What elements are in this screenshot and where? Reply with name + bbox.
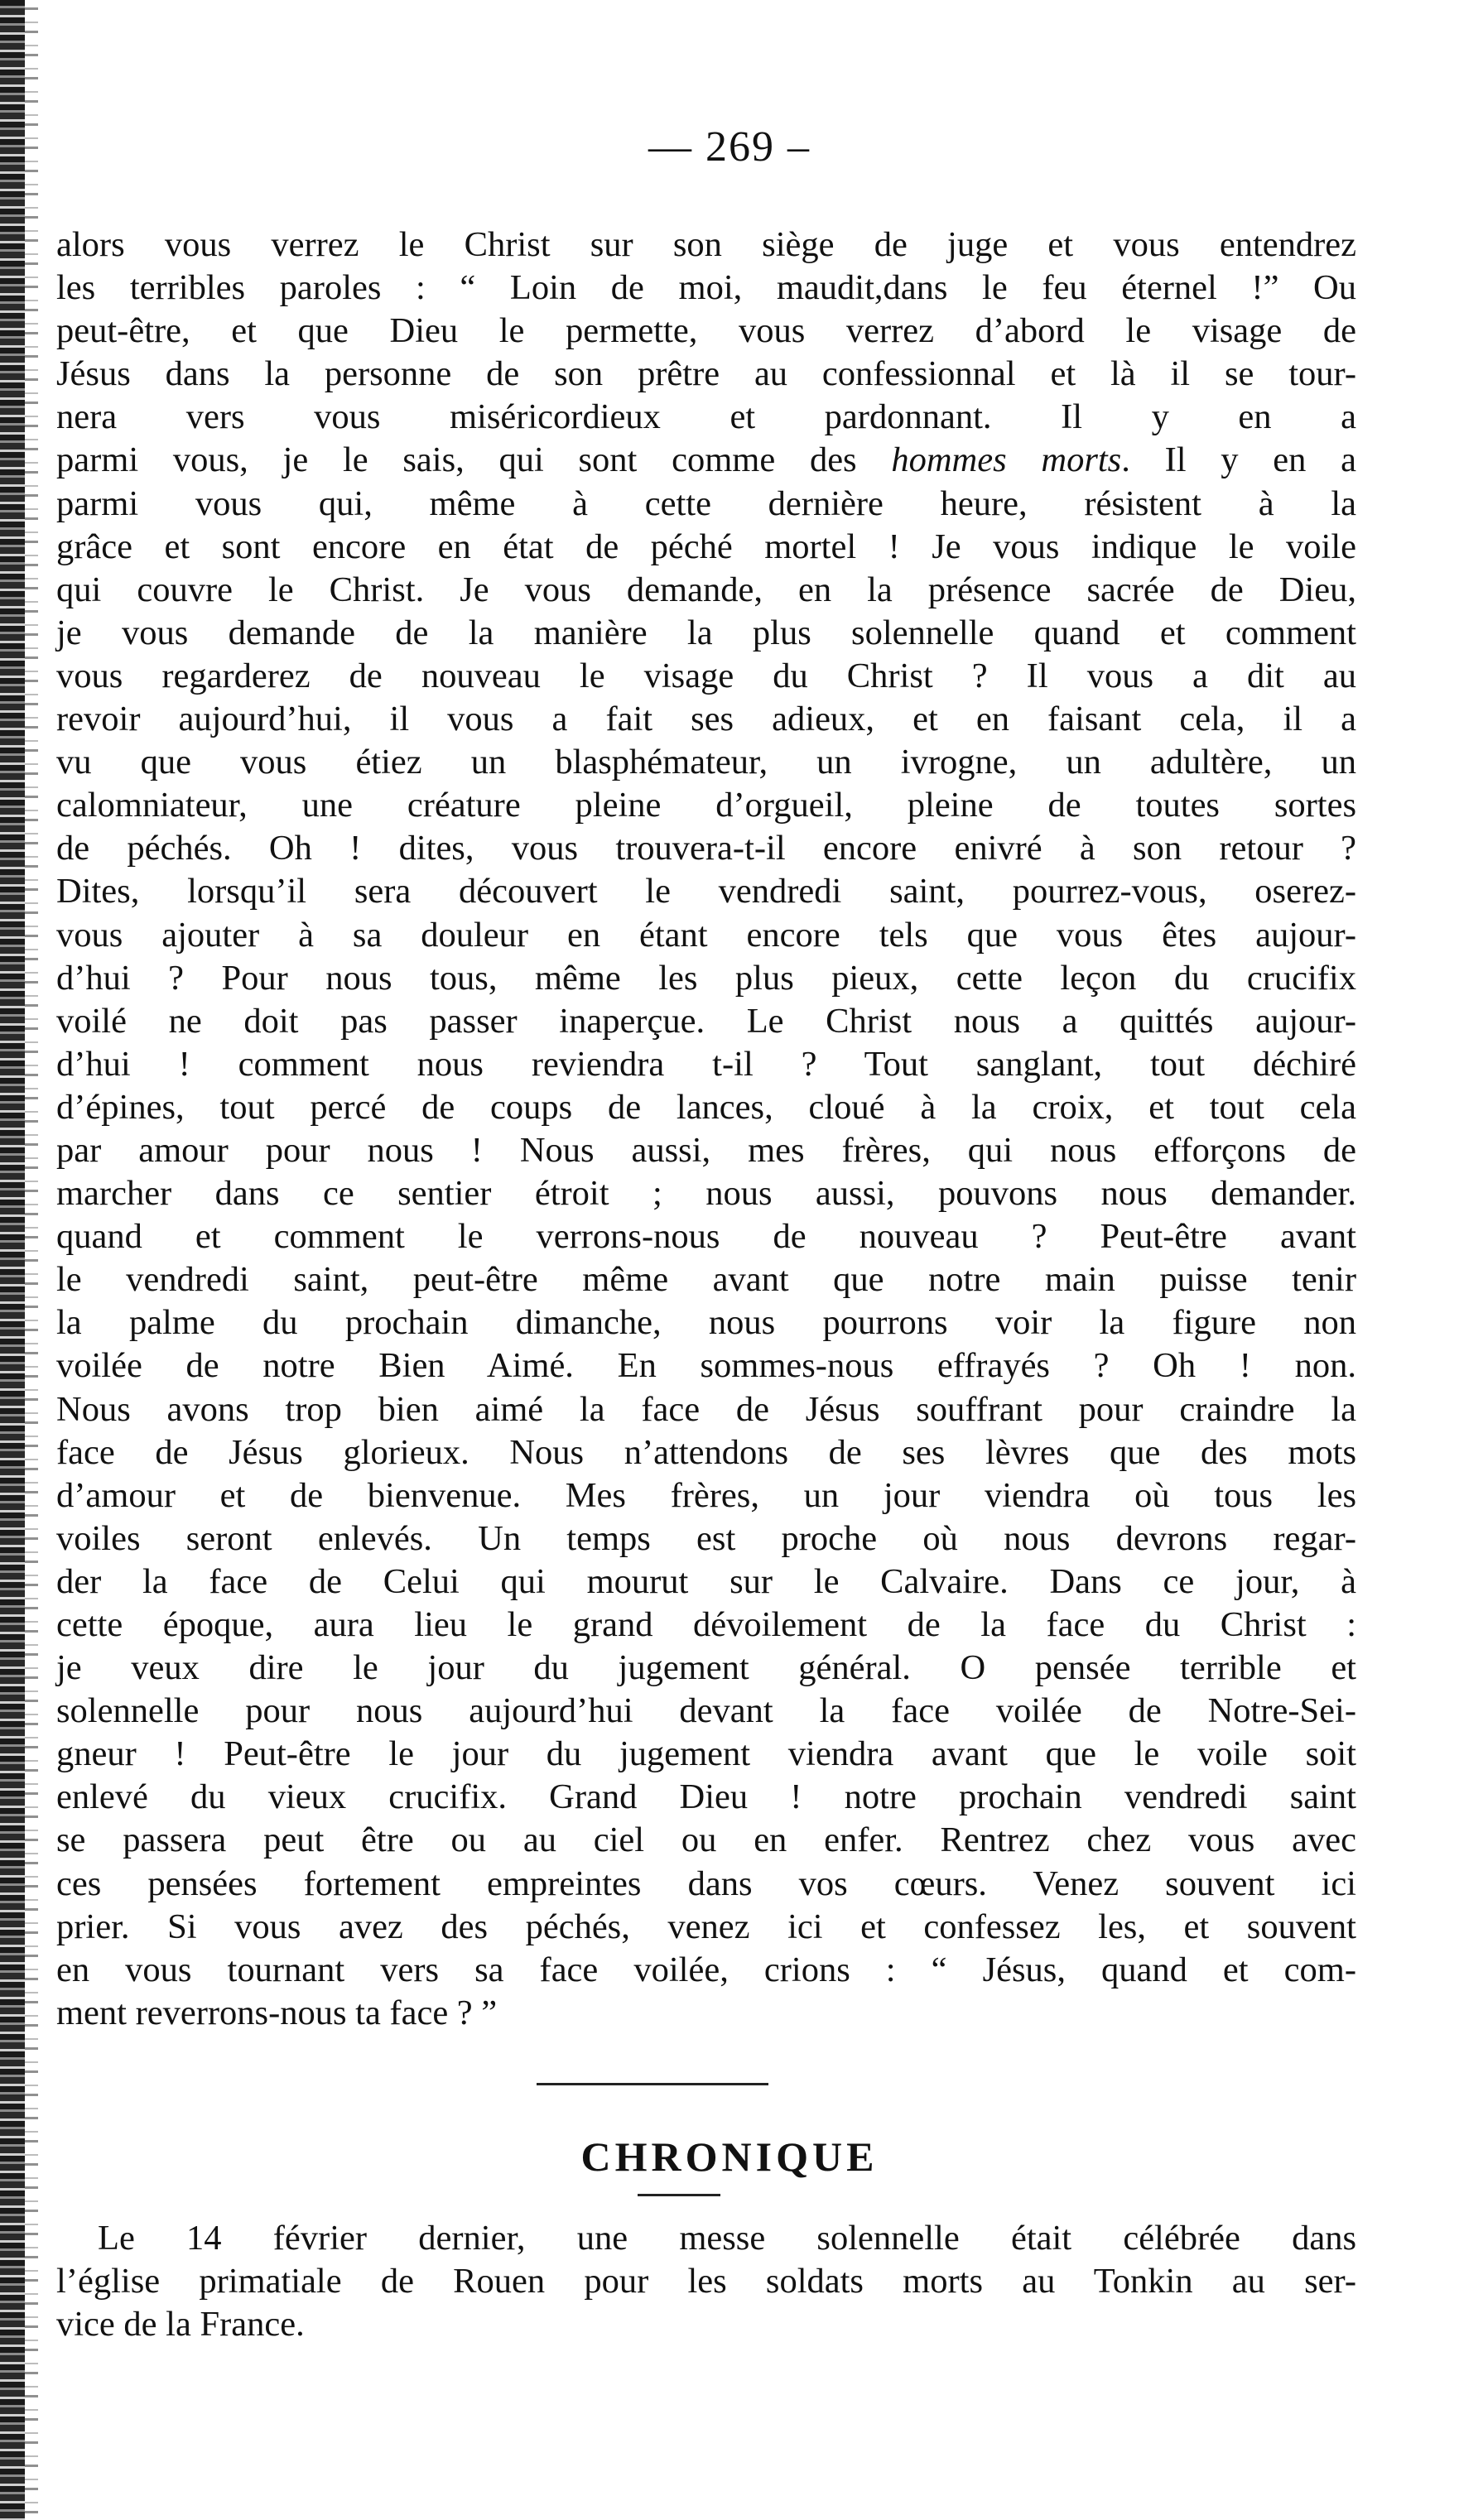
text-line: je vous demande de la manière la plus solennelle quand et comment bbox=[56, 613, 1356, 652]
text-line: Le 14 février dernier, une messe solennelle était célébrée dans bbox=[98, 2219, 1356, 2258]
section-divider bbox=[537, 2083, 768, 2085]
text-line: ment reverrons-nous ta face ? ” bbox=[56, 1993, 498, 2032]
text-line: grâce et sont encore en état de péché mortel ! Je vous indique le voile bbox=[56, 527, 1356, 566]
text-line: cette époque, aura lieu le grand dévoilement de la face du Christ : bbox=[56, 1605, 1356, 1644]
text-line: vu que vous étiez un blasphémateur, un ivrogne, un adultère, un bbox=[56, 743, 1356, 782]
chronique-text bbox=[56, 2217, 1356, 2346]
text-line: enlevé du vieux crucifix. Grand Dieu ! notre prochain vendredi saint bbox=[56, 1777, 1356, 1817]
text-line: parmi vous, je le sais, qui sont comme des hommes morts. Il y en a bbox=[56, 440, 1356, 480]
text-line: d’amour et de bienvenue. Mes frères, un jour viendra où tous les bbox=[56, 1475, 1356, 1515]
text-line: voilé ne doit pas passer inaperçue. Le Christ nous a quittés aujour- bbox=[56, 1001, 1356, 1041]
text-line: ces pensées fortement empreintes dans vos cœurs. Venez souvent ici bbox=[56, 1864, 1356, 1903]
text-line: l’église primatiale de Rouen pour les soldats morts au Tonkin au ser- bbox=[56, 2262, 1356, 2301]
text-line: de péchés. Oh ! dites, vous trouvera-t-il encore enivré à son retour ? bbox=[56, 829, 1356, 868]
text-line: calomniateur, une créature pleine d’orgueil, pleine de toutes sortes bbox=[56, 786, 1356, 825]
text-line: se passera peut être ou au ciel ou en enfer. Rentrez chez vous avec bbox=[56, 1820, 1356, 1860]
text-line: je veux dire le jour du jugement général. O pensée terrible et bbox=[56, 1648, 1356, 1688]
text-line: d’épines, tout percé de coups de lances, cloué à la croix, et tout cela bbox=[56, 1087, 1356, 1127]
text-line: alors vous verrez le Christ sur son siège de juge et vous entendrez bbox=[56, 225, 1356, 264]
text-line: voilée de notre Bien Aimé. En sommes-nous effrayés ? Oh ! non. bbox=[56, 1346, 1356, 1386]
text-line: d’hui ? Pour nous tous, même les plus pieux, cette leçon du crucifix bbox=[56, 958, 1356, 998]
text-line: d’hui ! comment nous reviendra t-il ? Tout sanglant, tout déchiré bbox=[56, 1044, 1356, 1084]
text-line: la palme du prochain dimanche, nous pourrons voir la figure non bbox=[56, 1303, 1356, 1343]
text-line: qui couvre le Christ. Je vous demande, en la présence sacrée de Dieu, bbox=[56, 570, 1356, 609]
text-line: nera vers vous miséricordieux et pardonnant. Il y en a bbox=[56, 397, 1356, 437]
text-line: solennelle pour nous aujourd’hui devant la face voilée de Notre-Sei- bbox=[56, 1691, 1356, 1731]
section-title: CHRONIQUE bbox=[580, 2133, 879, 2180]
text-line: Dites, lorsqu’il sera découvert le vendredi saint, pourrez-vous, oserez- bbox=[56, 872, 1356, 911]
text-line: par amour pour nous ! Nous aussi, mes frères, qui nous efforçons de bbox=[56, 1130, 1356, 1170]
text-line: face de Jésus glorieux. Nous n’attendons de ses lèvres que des mots bbox=[56, 1432, 1356, 1472]
text-line: les terribles paroles : “ Loin de moi, maudit,dans le feu éternel !” Ou bbox=[56, 268, 1356, 308]
text-line: Jésus dans la personne de son prêtre au confessionnal et là il se tour- bbox=[56, 354, 1356, 394]
text-line: vous regarderez de nouveau le visage du Christ ? Il vous a dit au bbox=[56, 656, 1356, 695]
text-line: voiles seront enlevés. Un temps est proche où nous devrons regar- bbox=[56, 1518, 1356, 1558]
italic-phrase: hommes morts bbox=[891, 440, 1122, 480]
text-line: quand et comment le verrons-nous de nouveau ? Peut-être avant bbox=[56, 1217, 1356, 1257]
text-line: marcher dans ce sentier étroit ; nous aussi, pouvons nous demander. bbox=[56, 1174, 1356, 1214]
title-underline bbox=[638, 2194, 720, 2196]
text-line: vice de la France. bbox=[56, 2305, 305, 2344]
text-line: en vous tournant vers sa face voilée, crions : “ Jésus, quand et com- bbox=[56, 1950, 1356, 1989]
text-line: der la face de Celui qui mourut sur le Calvaire. Dans ce jour, à bbox=[56, 1561, 1356, 1601]
text-line: prier. Si vous avez des péchés, venez ici et confessez les, et souvent bbox=[56, 1907, 1356, 1946]
text-line: gneur ! Peut-être le jour du jugement viendra avant que le voile soit bbox=[56, 1734, 1356, 1774]
sermon-text bbox=[56, 224, 1356, 2035]
text-line: Nous avons trop bien aimé la face de Jésus souffrant pour craindre la bbox=[56, 1389, 1356, 1429]
text-line: le vendredi saint, peut-être même avant que notre main puisse tenir bbox=[56, 1260, 1356, 1300]
text-line: revoir aujourd’hui, il vous a fait ses adieux, et en faisant cela, il a bbox=[56, 700, 1356, 739]
text-line: parmi vous qui, même à cette dernière heure, résistent à la bbox=[56, 483, 1356, 523]
page-number: — 269 – bbox=[648, 123, 811, 171]
text-line: vous ajouter à sa douleur en étant encore tels que vous êtes aujour- bbox=[56, 915, 1356, 955]
text-line: peut-être, et que Dieu le permette, vous verrez d’abord le visage de bbox=[56, 311, 1356, 351]
